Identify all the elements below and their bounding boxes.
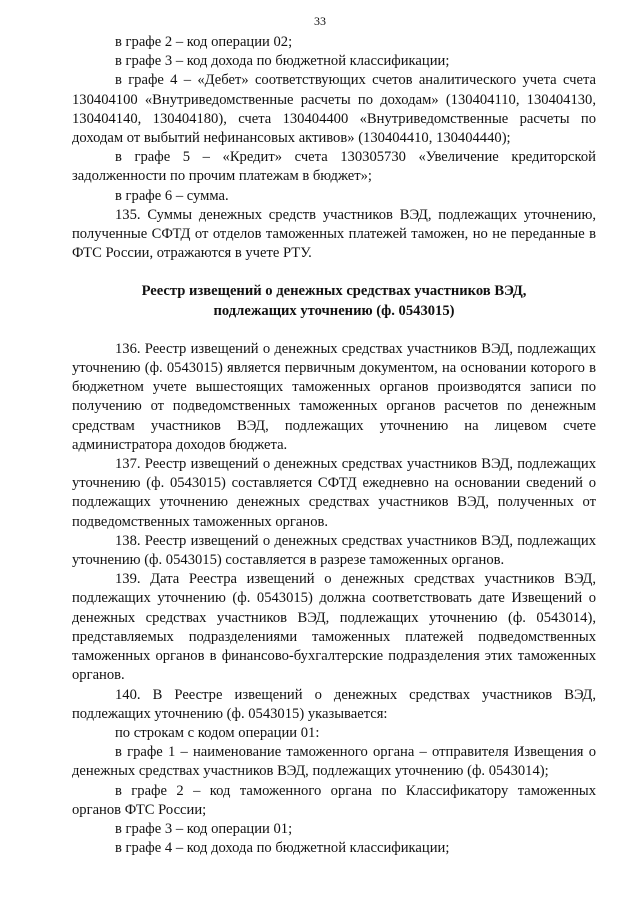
paragraph: по строкам с кодом операции 01: bbox=[115, 724, 320, 741]
section-heading-line-1: Реестр извещений о денежных средствах участников ВЭД, bbox=[141, 283, 527, 300]
paragraph: в графе 4 – код дохода по бюджетной классификации; bbox=[115, 840, 450, 857]
paragraph: в графе 3 – код дохода по бюджетной классификации; bbox=[115, 53, 450, 70]
paragraph: в графе 4 – «Дебет» соответствующих счетов аналитического учета счета 130404100 «Внутриведомственные расчеты по доходам» (130404110, 130404130, 130404140, 130404180), счета 130404400 «Внутриведомственные расчеты по доходам от выбытий нефинансовых активов» (130404410, 130404440); bbox=[72, 72, 596, 147]
paragraph: в графе 2 – код операции 02; bbox=[115, 34, 293, 50]
paragraph: в графе 2 – код таможенного органа по Классификатору таможенных органов ФТС России; bbox=[72, 782, 596, 818]
section-heading bbox=[72, 282, 596, 320]
paragraph: 137. Реестр извещений о денежных средствах участников ВЭД, подлежащих уточнению (ф. 0543015) составляется СФТД ежедневно на основании сведений о подлежащих уточнению денежных средствах участников ВЭД, полученных от подведомственных таможенных органов. bbox=[72, 456, 596, 530]
paragraph: в графе 5 – «Кредит» счета 130305730 «Увеличение кредиторской задолженности по прочим платежам в бюджет»; bbox=[72, 149, 596, 185]
paragraph: 140. В Реестре извещений о денежных средствах участников ВЭД, подлежащих уточнению (ф. 0543015) указывается: bbox=[72, 686, 596, 722]
paragraph: в графе 6 – сумма. bbox=[115, 187, 229, 204]
section-heading-line-2: подлежащих уточнению (ф. 0543015) bbox=[213, 302, 455, 319]
spacer bbox=[72, 263, 596, 282]
paragraph: в графе 1 – наименование таможенного органа – отправителя Извещения о денежных средствах участников ВЭД, подлежащих уточнению (ф. 0543014); bbox=[72, 744, 596, 780]
spacer bbox=[72, 321, 596, 340]
paragraph: 139. Дата Реестра извещений о денежных средствах участников ВЭД, подлежащих уточнению (ф. 0543015) должна соответствовать дате Извещений о денежных средствах участников ВЭД, подлежащих уточнению (ф. 0543014), представляемых подразделениями таможенных платежей подведомственных таможенных органов в финансово-бухгалтерские подразделения этих таможенных органов. bbox=[72, 571, 596, 684]
page-number: 33 bbox=[314, 14, 326, 28]
paragraph: 136. Реестр извещений о денежных средствах участников ВЭД, подлежащих уточнению (ф. 0543015) является первичным документом, на основании которого в бюджетном учете вышестоящих таможенных органов производятся записи по получению от подведомственных таможенных органов расчетов по денежным средствам участников ВЭД, подлежащих уточнению на лицевом счете администратора доходов бюджета. bbox=[72, 340, 596, 453]
paragraph: 135. Суммы денежных средств участников ВЭД, подлежащих уточнению, полученные СФТД от отделов таможенных платежей таможен, но не переданные в ФТС России, отражаются в учете РТУ. bbox=[72, 206, 596, 262]
paragraph: 138. Реестр извещений о денежных средствах участников ВЭД, подлежащих уточнению (ф. 0543015) составляется в разрезе таможенных органов. bbox=[72, 532, 596, 569]
document-body bbox=[72, 33, 596, 858]
paragraph: в графе 3 – код операции 01; bbox=[115, 820, 293, 837]
